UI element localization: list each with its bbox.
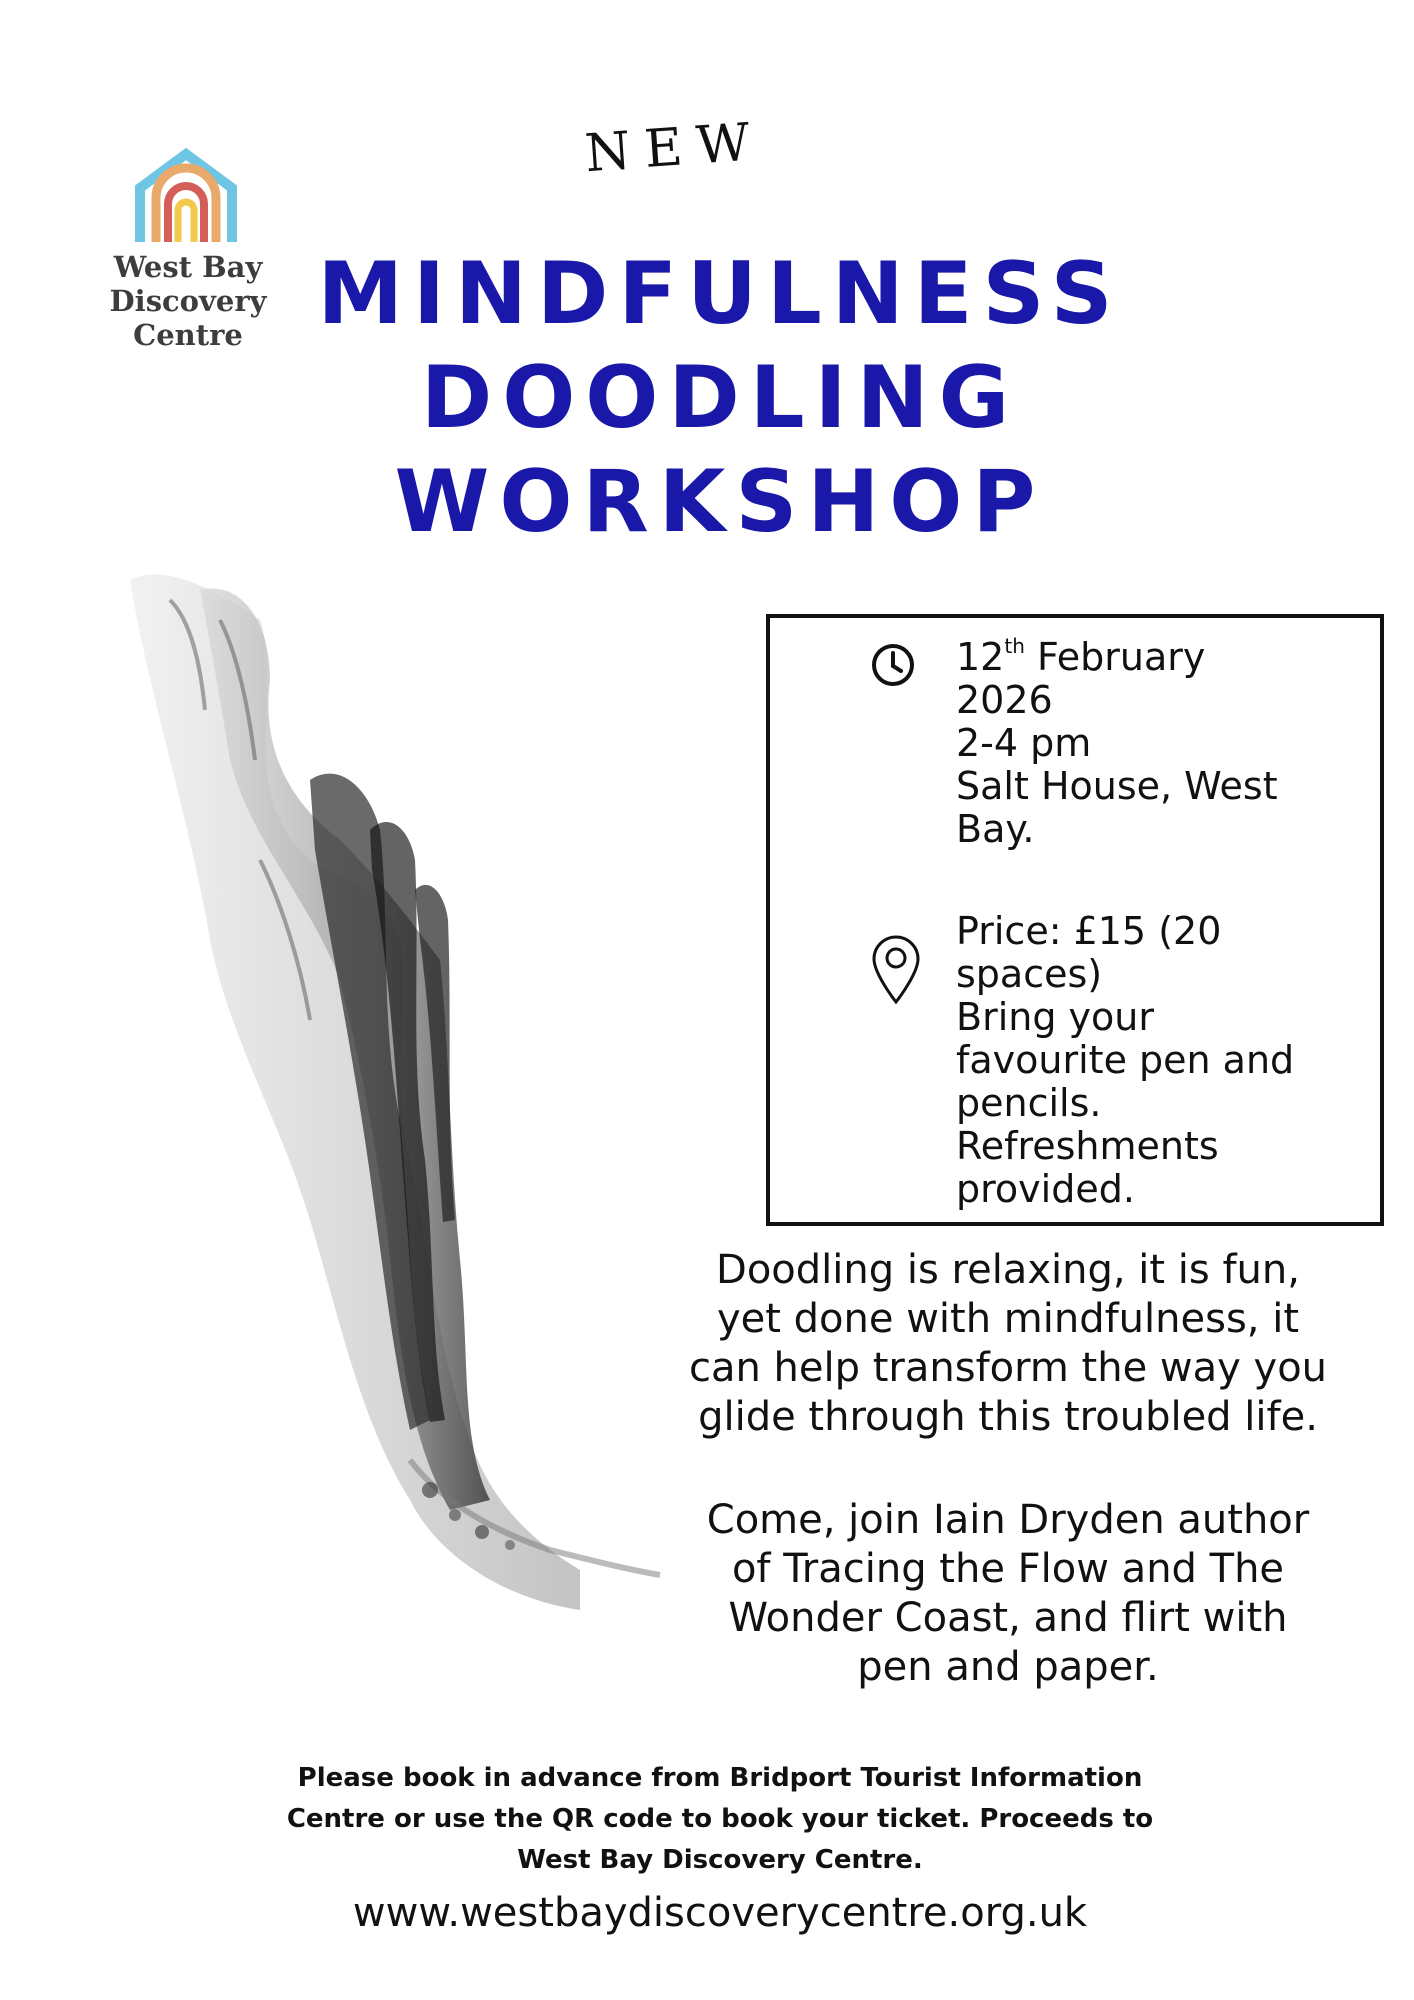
- event-time: 2-4 pm: [956, 721, 1092, 765]
- venue-line-1: Salt House, West: [956, 764, 1278, 808]
- cliff-ink-illustration: [110, 560, 670, 1670]
- desc-1-line-4: glide through this troubled life.: [698, 1394, 1318, 1440]
- title-line-2: DOODLING: [420, 348, 1020, 448]
- logo-line-3: Centre: [133, 318, 243, 352]
- description-paragraph-2: [638, 1496, 1378, 1692]
- website-link[interactable]: www.westbaydiscoverycentre.org.uk: [352, 1890, 1088, 1936]
- price-line-7: provided.: [956, 1167, 1135, 1211]
- map-pin-icon: [870, 934, 922, 1006]
- title-line-1: MINDFULNESS: [317, 244, 1123, 344]
- date-month: February: [1024, 635, 1206, 679]
- booking-line-2: Centre or use the QR code to book your ticket. Proceeds to: [286, 1804, 1154, 1834]
- date-day: 12: [956, 635, 1005, 679]
- venue-line-2: Bay.: [956, 807, 1035, 851]
- logo-line-2: Discovery: [109, 284, 267, 318]
- price-line-1: Price: £15 (20: [956, 909, 1222, 953]
- date-time-block: [956, 636, 1278, 851]
- logo-line-1: West Bay: [113, 250, 263, 284]
- desc-2-line-3: Wonder Coast, and flirt with: [728, 1595, 1288, 1641]
- west-bay-logo: [98, 148, 278, 352]
- booking-info: [230, 1758, 1210, 1881]
- booking-line-1: Please book in advance from Bridport Tourist Information: [297, 1763, 1143, 1793]
- title-line-3: WORKSHOP: [394, 452, 1046, 552]
- price-line-3: Bring your: [956, 995, 1154, 1039]
- house-arches-icon: [134, 148, 238, 244]
- desc-1-line-3: can help transform the way you: [688, 1345, 1328, 1391]
- price-line-4: favourite pen and: [956, 1038, 1295, 1082]
- event-year: 2026: [956, 678, 1053, 722]
- desc-1-line-1: Doodling is relaxing, it is fun,: [716, 1247, 1300, 1293]
- event-details-box: [766, 614, 1384, 1226]
- page-title: [300, 242, 1140, 554]
- clock-icon: [870, 642, 916, 688]
- date-suffix: th: [1004, 634, 1025, 658]
- description-paragraph-1: [638, 1246, 1378, 1442]
- price-line-2: spaces): [956, 952, 1103, 996]
- price-block: [956, 910, 1294, 1211]
- desc-2-line-2: of Tracing the Flow and The: [731, 1546, 1285, 1592]
- desc-2-line-1: Come, join Iain Dryden author: [706, 1497, 1310, 1543]
- event-date: [956, 636, 1278, 679]
- desc-1-line-2: yet done with mindfulness, it: [716, 1296, 1300, 1342]
- price-line-5: pencils.: [956, 1081, 1102, 1125]
- desc-2-line-4: pen and paper.: [857, 1644, 1159, 1690]
- booking-line-3: West Bay Discovery Centre.: [517, 1845, 923, 1875]
- new-label: NEW: [583, 111, 766, 185]
- price-line-6: Refreshments: [956, 1124, 1219, 1168]
